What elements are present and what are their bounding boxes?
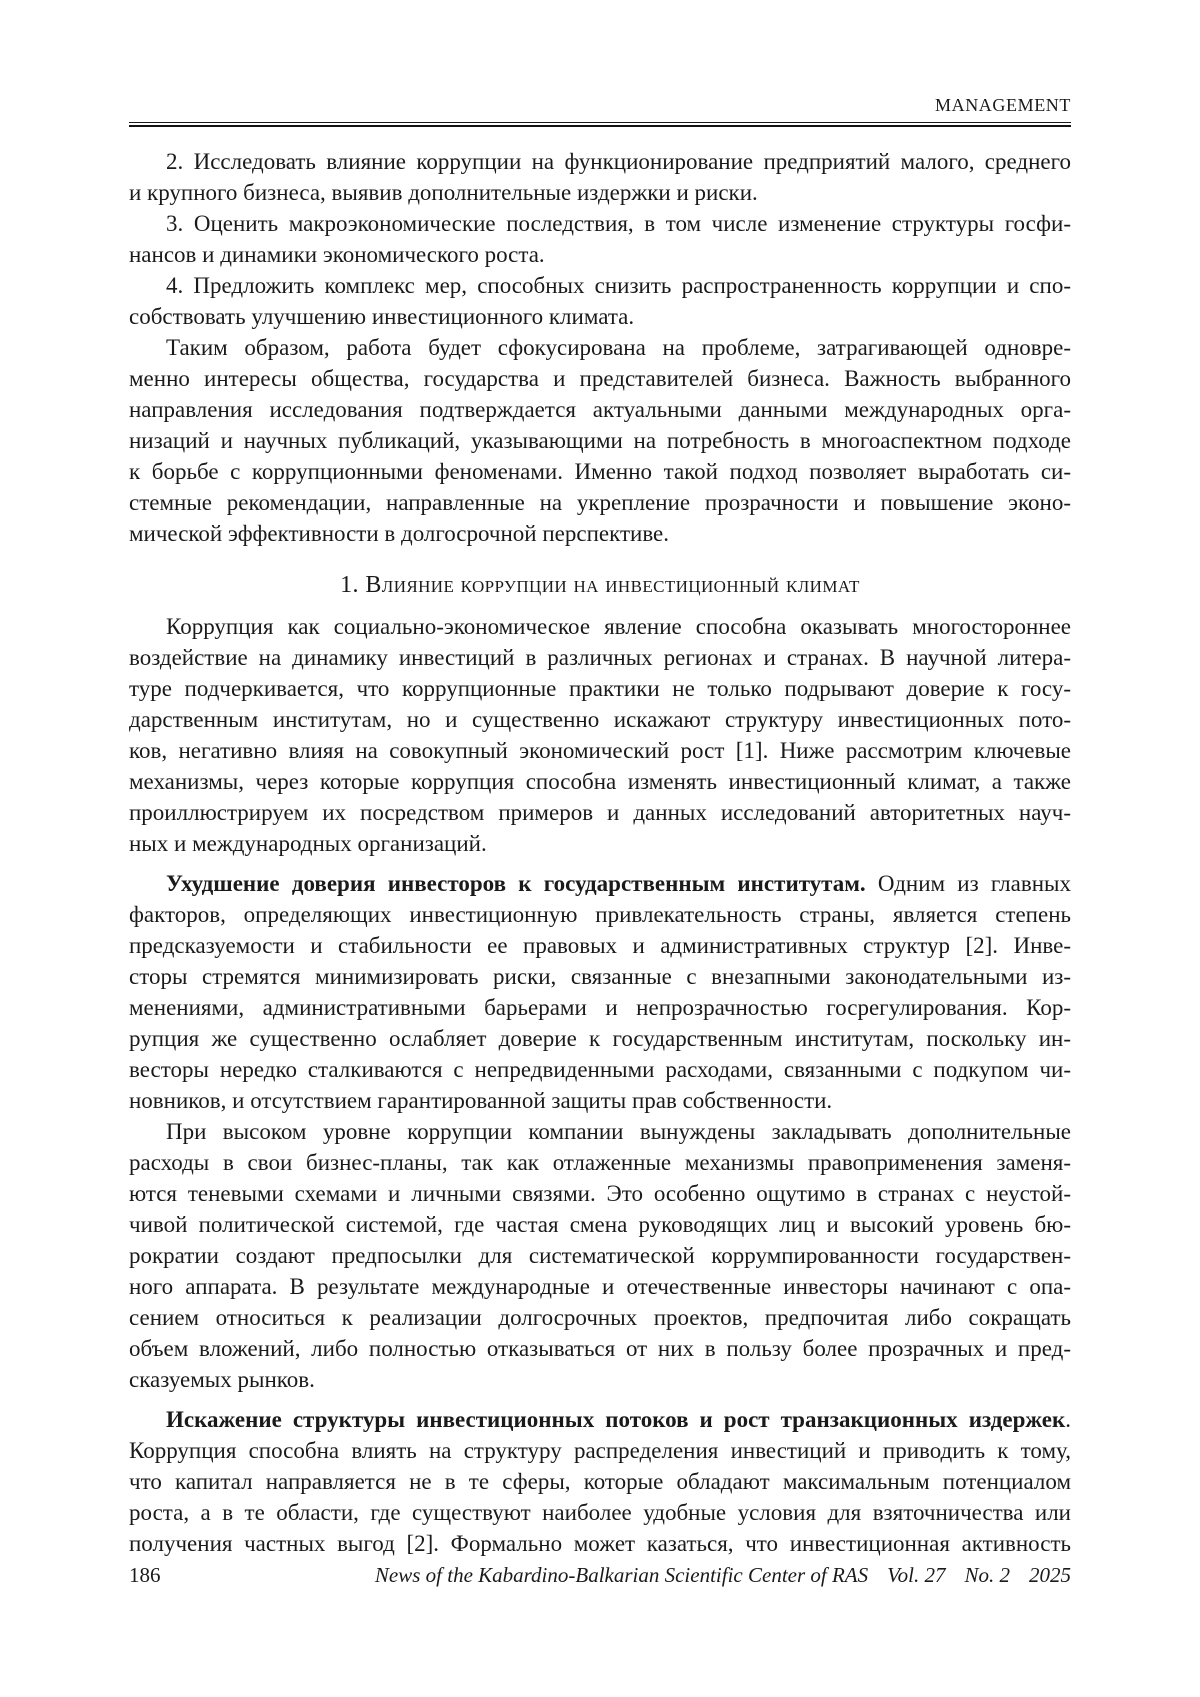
journal-issue: No. 2 [964,1563,1010,1587]
text-line [129,766,1071,797]
paragraph [129,868,1071,1116]
text-segment: ются теневыми схемами и личными связями. Это особенно ощутимо в странах с неустой- [129,1181,1071,1206]
text-segment: новников, и отсутствием гарантированной защиты прав собственности. [129,1088,833,1113]
text-line [129,899,1071,930]
text-line [129,992,1071,1023]
text-segment: ных и международных организаций. [129,831,487,856]
text-line [129,394,1071,425]
text-line [129,456,1071,487]
paragraph [129,1404,1071,1559]
journal-reference [375,1563,1071,1588]
content [129,146,1071,1559]
text-line [129,868,1071,899]
text-line [129,425,1071,456]
text-line [129,1240,1071,1271]
text-segment: объем вложений, либо полностью отказываться от них в пользу более прозрачных и пред- [129,1336,1071,1361]
text-line [129,332,1071,363]
text-segment: рократии создают предпосылки для систематической коррумпированности государствен- [129,1243,1071,1268]
text-line [129,1302,1071,1333]
journal-title: News of the Kabardino-Balkarian Scientific Center of RAS [374,1563,869,1587]
text-segment: предсказуемости и стабильности ее правовых и административных структур [2]. Инве- [129,933,1071,958]
text-line [129,1023,1071,1054]
text-line [129,611,1071,642]
section-heading: 1. Влияние коррупции на инвестиционный климат [340,572,860,598]
text-line [129,797,1071,828]
text-line [129,363,1071,394]
text-line [129,704,1071,735]
text-segment: При высоком уровне коррупции компании вынуждены закладывать дополнительные [166,1119,1071,1144]
text-segment: роста, а в те области, где существуют наиболее удобные условия для взяточничества или [129,1500,1071,1525]
text-line [129,961,1071,992]
text-line [129,239,1071,270]
text-line [129,828,1071,859]
text-line [129,1497,1071,1528]
text-segment: Коррупция способна влиять на структуру распределения инвестиций и приводить к тому, [129,1438,1071,1463]
text-line [129,1271,1071,1302]
text-segment: направления исследования подтверждается актуальными данными международных орга- [129,397,1071,422]
text-segment: воздействие на динамику инвестиций в различных регионах и странах. В научной литера- [129,645,1071,670]
text-segment: . [1065,1407,1071,1432]
text-line [129,1333,1071,1364]
paragraph [129,332,1071,549]
text-line [129,1528,1071,1559]
text-line [129,208,1071,239]
text-segment: ного аппарата. В результате международные и отечественные инвесторы начинают с опа- [129,1274,1071,1299]
text-segment: рупция же существенно ослабляет доверие к государственным институтам, поскольку ин- [129,1026,1071,1051]
text-segment: получения частных выгод [2]. Формально может казаться, что инвестиционная активность [129,1531,1071,1556]
header-rule [129,122,1071,127]
bold-run-in: Искажение структуры инвестиционных потоков и рост транзакционных издержек [166,1407,1066,1432]
text-segment: дарственным институтам, но и существенно искажают структуру инвестиционных пото- [129,707,1071,732]
text-segment: низаций и научных публикаций, указывающими на потребность в многоаспектном подходе [129,428,1071,453]
text-segment: 2. Исследовать влияние коррупции на функционирование предприятий малого, среднего [166,149,1071,174]
text-segment: расходы в свои бизнес-планы, так как отлаженные механизмы правоприменения заменя- [129,1150,1071,1175]
text-segment: к борьбе с коррупционными феноменами. Именно такой подход позволяет выработать си- [129,459,1071,484]
text-segment: сказуемых рынков. [129,1367,315,1392]
text-segment: мической эффективности в долгосрочной перспективе. [129,521,670,546]
text-segment: менно интересы общества, государства и представителей бизнеса. Важность выбранного [129,366,1071,391]
text-segment: туре подчеркивается, что коррупционные практики не только подрывают доверие к госу- [129,676,1071,701]
journal-year: 2025 [1029,1563,1071,1587]
text-segment: чивой политической системой, где частая смена руководящих лиц и высокий уровень бю- [129,1212,1071,1237]
text-line [129,1209,1071,1240]
text-line [129,487,1071,518]
text-segment: Одним из главных [865,871,1071,896]
text-line [129,1364,1071,1395]
text-line [129,1085,1071,1116]
paragraph [129,611,1071,859]
text-line [129,1435,1071,1466]
paragraph [129,270,1071,332]
paragraph [129,1116,1071,1395]
text-segment: ков, негативно влияя на совокупный экономический рост [1]. Ниже рассмотрим ключевые [129,738,1071,763]
text-line [129,930,1071,961]
text-line [129,146,1071,177]
paragraph [129,208,1071,270]
text-segment: нансов и динамики экономического роста. [129,242,545,267]
journal-volume: Vol. 27 [887,1563,946,1587]
text-line [129,1466,1071,1497]
text-segment: механизмы, через которые коррупция способна изменять инвестиционный климат, а также [129,769,1071,794]
text-line [129,1147,1071,1178]
text-segment: сением относиться к реализации долгосрочных проектов, предпочитая либо сокращать [129,1305,1071,1330]
text-segment: весторы нередко сталкиваются с непредвиденными расходами, связанными с подкупом чи- [129,1057,1071,1082]
paragraph [129,146,1071,208]
text-segment: собствовать улучшению инвестиционного климата. [129,304,635,329]
text-segment: стемные рекомендации, направленные на укрепление прозрачности и повышение эконо- [129,490,1071,515]
bold-run-in: Ухудшение доверия инвесторов к государственным институтам. [166,871,866,896]
running-head: MANAGEMENT [935,95,1071,115]
text-line [129,1054,1071,1085]
text-line [129,1404,1071,1435]
text-segment: Таким образом, работа будет сфокусирована на проблеме, затрагивающей одновре- [166,335,1071,360]
text-segment: 3. Оценить макроэкономические последствия, в том числе изменение структуры госфи- [166,211,1071,236]
text-segment: факторов, определяющих инвестиционную привлекательность страны, является степень [129,902,1071,927]
text-line [129,301,1071,332]
text-line [129,518,1071,549]
text-line [129,177,1071,208]
page-footer [129,1563,1071,1588]
text-segment: сторы стремятся минимизировать риски, связанные с внезапными законодательными из- [129,964,1071,989]
text-segment: что капитал направляется не в те сферы, которые обладают максимальным потенциалом [129,1469,1071,1494]
text-line [129,673,1071,704]
text-line [129,642,1071,673]
text-segment: и крупного бизнеса, выявив дополнительные издержки и риски. [129,180,758,205]
text-segment: Коррупция как социально-экономическое явление способна оказывать многостороннее [166,614,1071,639]
text-segment: 4. Предложить комплекс мер, способных снизить распространенность коррупции и спо- [166,273,1071,298]
text-line [129,735,1071,766]
text-segment: проиллюстрируем их посредством примеров и данных исследований авторитетных науч- [129,800,1071,825]
page-number: 186 [129,1563,161,1587]
text-line [129,1116,1071,1147]
text-line [129,270,1071,301]
text-segment: менениями, административными барьерами и непрозрачностью госрегулирования. Кор- [129,995,1071,1020]
text-line [129,1178,1071,1209]
